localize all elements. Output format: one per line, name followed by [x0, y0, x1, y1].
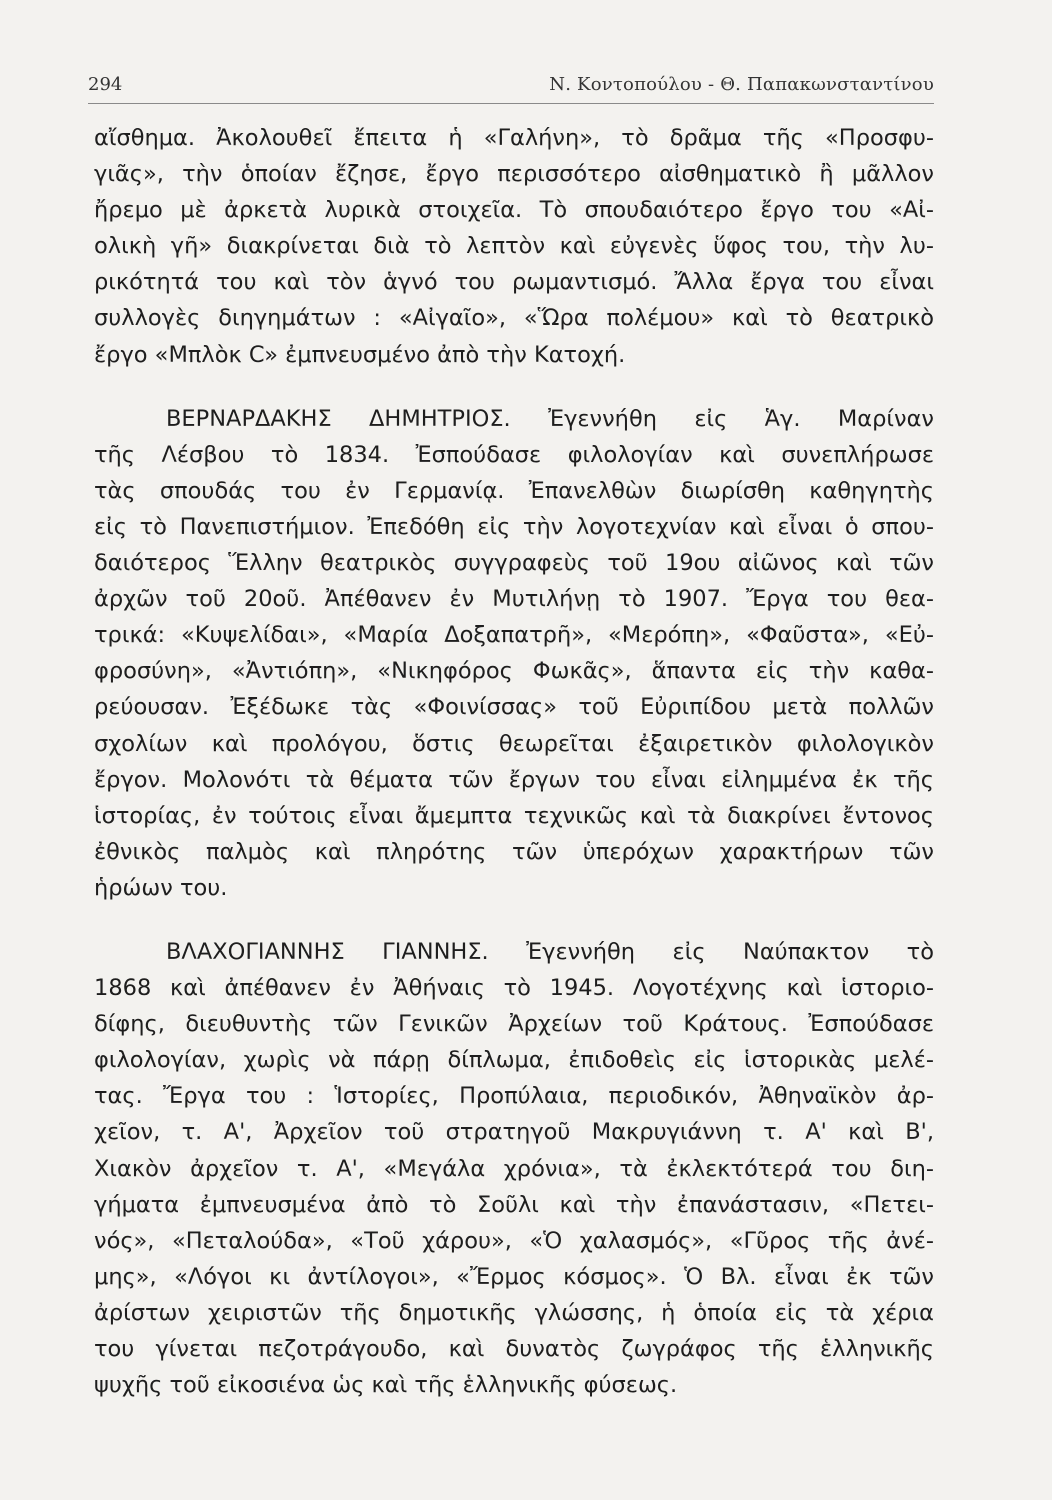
entry-heading-line: ΒΛΑΧΟΓΙΑΝΝΗΣ ΓΙΑΝΝΗΣ. Ἐγεννήθη εἰς Ναύπακτον τὸ [166, 938, 934, 965]
text-line: ἔργον. Μολονότι τὰ θέματα τῶν ἔργων του εἶναι εἰλημμένα ἐκ τῆς [94, 766, 934, 793]
text-line: του γίνεται πεζοτράγουδο, καὶ δυνατὸς ζωγράφος τῆς ἑλληνικῆς [94, 1336, 934, 1362]
body-text [94, 120, 934, 1431]
text-line: ἔργο «Μπλὸκ C» ἐμπνευσμένο ἀπὸ τὴν Κατοχή. [94, 341, 626, 368]
text-line: ἐθνικὸς παλμὸς καὶ πληρότης τῶν ὑπερόχων χαρακτήρων τῶν [94, 838, 934, 865]
text-line: ἡρώων του. [94, 874, 228, 901]
text-line: δαιότερος Ἕλλην θεατρικὸς συγγραφεὺς τοῦ 19ου αἰῶνος καὶ τῶν [94, 550, 934, 577]
text-line: τῆς Λέσβου τὸ 1834. Ἐσπούδασε φιλολογίαν καὶ συνεπλήρωσε [94, 441, 934, 468]
text-line: ψυχῆς τοῦ εἰκοσιένα ὡς καὶ τῆς ἑλληνικῆς φύσεως. [94, 1372, 678, 1399]
text-line: ολικὴ γῆ» διακρίνεται διὰ τὸ λεπτὸν καὶ εὐγενὲς ὕφος του, τὴν λυ- [94, 233, 934, 260]
text-line: ἤρεμο μὲ ἀρκετὰ λυρικὰ στοιχεῖα. Τὸ σπουδαιότερο ἔργο του «Αἰ- [94, 197, 934, 224]
text-line: 1868 καὶ ἀπέθανεν ἐν Ἀθήναις τὸ 1945. Λογοτέχνης καὶ ἱστοριο- [94, 975, 934, 1002]
entry-heading-line: ΒΕΡΝΑΡΔΑΚΗΣ ΔΗΜΗΤΡΙΟΣ. Ἐγεννήθη εἰς Ἁγ. Μαρίναν [166, 405, 934, 432]
text-line: ρικότητά του καὶ τὸν ἁγνό του ρωμαντισμό. Ἄλλα ἔργα του εἶναι [94, 269, 934, 296]
text-line: συλλογὲς διηγημάτων : «Αἰγαῖο», «Ὥρα πολέμου» καὶ τὸ θεατρικὸ [94, 305, 934, 332]
text-line: νός», «Πεταλούδα», «Τοῦ χάρου», «Ὁ χαλασμός», «Γῦρος τῆς ἀνέ- [94, 1227, 934, 1254]
text-line: Χιακὸν ἀρχεῖον τ. Α', «Μεγάλα χρόνια», τὰ ἐκλεκτότερά του διη- [94, 1155, 934, 1182]
text-line: τρικά: «Κυψελίδαι», «Μαρία Δοξαπατρῆ», «Μερόπη», «Φαῦστα», «Εὐ- [94, 622, 934, 649]
text-line: αἴσθημα. Ἀκολουθεῖ ἔπειτα ἡ «Γαλήνη», τὸ δρᾶμα τῆς «Προσφυ- [94, 125, 934, 151]
text-line: σχολίων καὶ προλόγου, ὅστις θεωρεῖται ἐξαιρετικὸν φιλολογικὸν [94, 730, 934, 757]
text-line: φροσύνη», «Ἀντιόπη», «Νικηφόρος Φωκᾶς», ἅπαντα εἰς τὴν καθα- [94, 658, 934, 685]
header-rule [88, 103, 934, 104]
text-line: τὰς σπουδάς του ἐν Γερμανίᾳ. Ἐπανελθὼν διωρίσθη καθηγητὴς [94, 477, 934, 504]
paragraph-continuation [94, 120, 934, 373]
text-line: γιᾶς», τὴν ὁποίαν ἔζησε, ἔργο περισσότερο αἰσθηματικὸ ἢ μᾶλλον [94, 161, 934, 188]
text-line: τας. Ἔργα του : Ἱστορίες, Προπύλαια, περιοδικόν, Ἀθηναϊκὸν ἀρ- [94, 1083, 934, 1110]
text-line: εἰς τὸ Πανεπιστήμιον. Ἐπεδόθη εἰς τὴν λογοτεχνίαν καὶ εἶναι ὁ σπου- [94, 513, 934, 540]
text-line: ἀρχῶν τοῦ 20οῦ. Ἀπέθανεν ἐν Μυτιλήνῃ τὸ 1907. Ἔργα του θεα- [94, 586, 934, 613]
text-line: δίφης, διευθυντὴς τῶν Γενικῶν Ἀρχείων τοῦ Κράτους. Ἐσπούδασε [94, 1011, 934, 1038]
running-title: Ν. Κοντοπούλου - Θ. Παπακωνσταντίνου [549, 74, 934, 95]
text-line: γήματα ἐμπνευσμένα ἀπὸ τὸ Σοῦλι καὶ τὴν ἐπανάστασιν, «Πετει- [94, 1191, 934, 1218]
text-line: ἀρίστων χειριστῶν τῆς δημοτικῆς γλώσσης, ἡ ὁποία εἰς τὰ χέρια [94, 1299, 934, 1326]
entry-vernardakis [94, 401, 934, 906]
running-head [88, 74, 934, 104]
text-line: ρεύουσαν. Ἐξέδωκε τὰς «Φοινίσσας» τοῦ Εὐριπίδου μετὰ πολλῶν [94, 694, 934, 721]
text-line: μης», «Λόγοι κι ἀντίλογοι», «Ἔρμος κόσμος». Ὁ Βλ. εἶναι ἐκ τῶν [94, 1263, 934, 1290]
text-line: φιλολογίαν, χωρὶς νὰ πάρῃ δίπλωμα, ἐπιδοθεὶς εἰς ἱστορικὰς μελέ- [94, 1047, 934, 1074]
text-line: χεῖον, τ. Α', Ἀρχεῖον τοῦ στρατηγοῦ Μακρυγιάννη τ. Α' καὶ Β', [94, 1119, 934, 1146]
entry-vlachogiannis [94, 934, 934, 1403]
page-number: 294 [88, 74, 123, 95]
text-line: ἱστορίας, ἐν τούτοις εἶναι ἄμεμπτα τεχνικῶς καὶ τὰ διακρίνει ἔντονος [94, 802, 934, 829]
